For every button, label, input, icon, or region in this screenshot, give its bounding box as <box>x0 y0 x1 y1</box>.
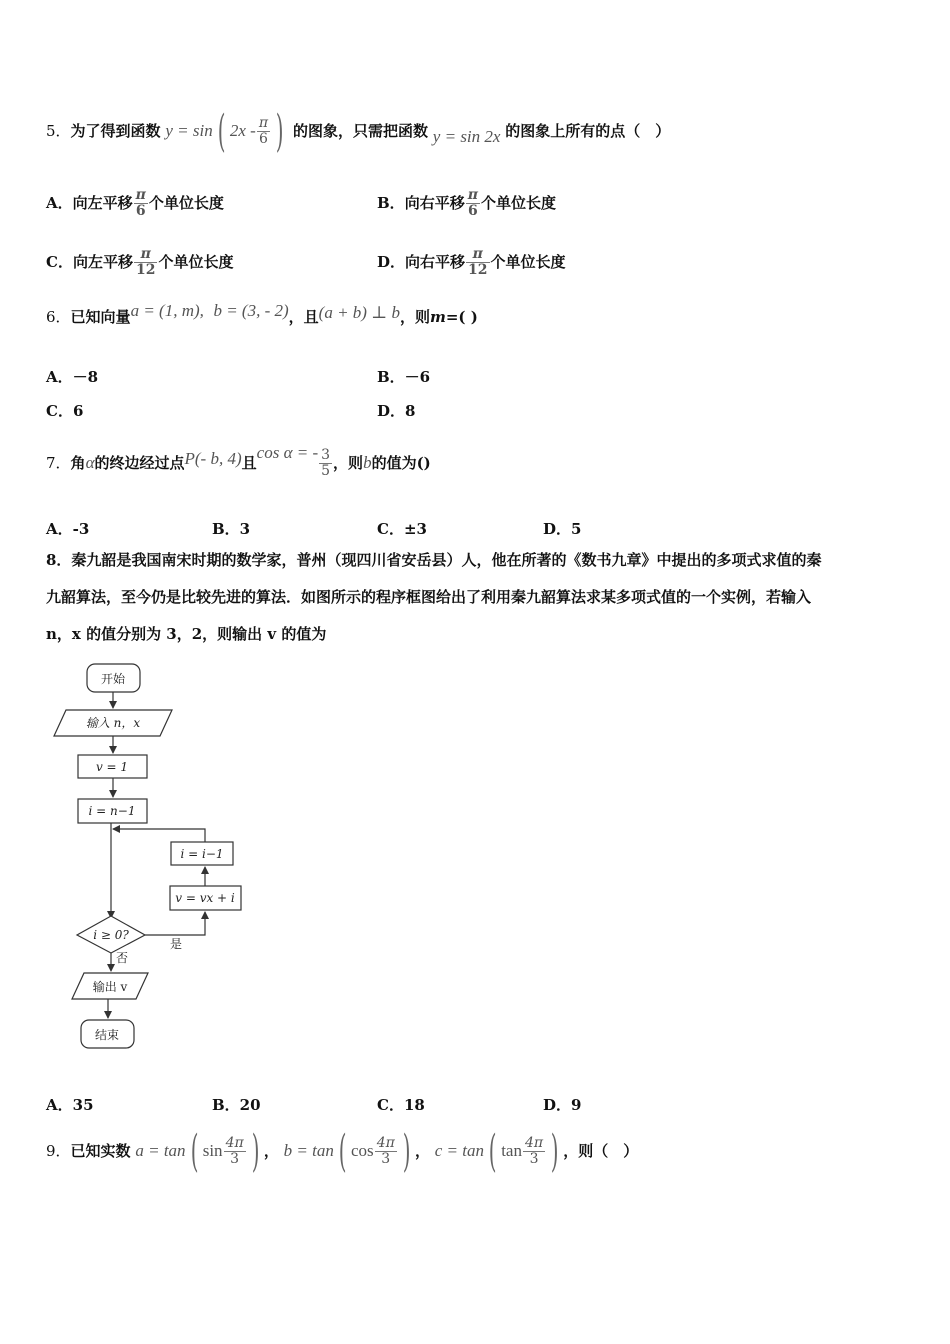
q5-b-frac: $\frac{\pi}{6}$ <box>467 187 478 220</box>
q9-c-rparen: ) <box>550 1126 559 1177</box>
flow-dec-i-label: i = i−1 <box>180 847 224 861</box>
q9-a-pre: a = tan <box>135 1140 186 1160</box>
q5-right-paren: ) <box>275 106 284 157</box>
q9-number: 9． <box>46 1141 71 1160</box>
q5-c-frac: $\frac{\pi}{12}$ <box>135 246 156 279</box>
q9-a-lparen: ( <box>190 1126 198 1177</box>
q6-number: 6． <box>46 308 71 326</box>
q6-vector-a: a = (1, m), <box>130 301 204 320</box>
q5-option-a[interactable]: A．向左平移 $\frac{\pi}{6}$ 个单位长度 <box>46 187 224 220</box>
q7-alpha: α <box>85 452 95 472</box>
q9-a-frac: $\frac{4\pi}{3}$ <box>225 1134 244 1168</box>
q9-c-lparen: ( <box>488 1126 497 1177</box>
q9-comma-1: ， <box>263 1141 279 1160</box>
q7-number: 7． <box>46 453 71 472</box>
q7-text-2: 的终边经过点 <box>94 453 185 472</box>
q7-text-5: 的值为() <box>371 453 431 472</box>
flow-update-v-label: v = vx + i <box>175 891 235 905</box>
q9-b-pre: b = tan <box>283 1140 334 1160</box>
flow-start-label: 开始 <box>100 672 126 686</box>
q5-func1-pre: y = sin <box>165 120 213 140</box>
flow-v1-label: v = 1 <box>95 760 129 774</box>
q9-c-frac: $\frac{4\pi}{3}$ <box>524 1134 544 1168</box>
q5-text-2: 的图象，只需把函数 <box>293 121 429 140</box>
q7-point: P(- b, 4) <box>184 448 242 468</box>
q9-c-pre: c = tan <box>434 1140 485 1160</box>
flow-decision-label: i ≥ 0? <box>93 928 129 942</box>
q9-b-fn: cos <box>351 1140 374 1160</box>
q5-text-3: 的图象上所有的点（ ） <box>505 121 671 140</box>
q5-text-1: 为了得到函数 <box>70 121 161 140</box>
flow-init-i-label: i = n−1 <box>88 804 136 818</box>
q5-option-d[interactable]: D．向右平移 $\frac{\pi}{12}$ 个单位长度 <box>377 246 566 279</box>
q5-number: 5． <box>46 121 71 140</box>
flow-input-label: 输入 n，x <box>85 716 141 730</box>
q7-cos: cos α = - <box>256 442 319 462</box>
q9-text-2: ，则（ ） <box>563 1141 639 1160</box>
q7-text-4: ，则 <box>333 453 364 472</box>
q7-b: b <box>363 452 372 472</box>
q5-d-frac: $\frac{\pi}{12}$ <box>468 246 488 279</box>
q5-option-c[interactable]: C．向左平移 $\frac{\pi}{12}$ 个单位长度 <box>46 246 234 279</box>
q7-option-c[interactable]: C．±3 <box>377 520 427 538</box>
q6-text-3: ，则 <box>399 308 430 326</box>
q9-c-fn: tan <box>501 1140 522 1160</box>
q5-a-frac: $\frac{\pi}{6}$ <box>135 187 146 220</box>
q8-option-d[interactable]: D．9 <box>543 1096 582 1114</box>
q5-func2: y = sin 2x <box>432 126 501 146</box>
q6-vector-b: b = (3, - 2) <box>213 301 289 320</box>
q8-option-a[interactable]: A．35 <box>46 1096 94 1114</box>
q7-option-b[interactable]: B．3 <box>212 520 251 538</box>
q8-option-b[interactable]: B．20 <box>212 1096 261 1114</box>
q6-condition: (a + b) ⊥ b <box>318 303 400 322</box>
q9-a-fn: sin <box>202 1140 223 1160</box>
q9-b-lparen: ( <box>338 1126 347 1177</box>
q8-line-2: 九韶算法，至今仍是比较先进的算法．如图所示的程序框图给出了利用秦九韶算法求某多项式值的一个实例，若输入 <box>46 588 812 606</box>
q7-text-3: 且 <box>241 453 257 472</box>
q9-a-rparen: ) <box>251 1126 260 1177</box>
flow-yes-label: 是 <box>169 937 183 951</box>
q7-option-d[interactable]: D．5 <box>543 520 582 538</box>
question-9-stem <box>46 1126 639 1177</box>
q5-pi-over-6: $\frac{\pi}{6}$ <box>258 114 269 148</box>
q9-comma-2: ， <box>414 1141 430 1160</box>
flow-end-label: 结束 <box>94 1028 120 1042</box>
q6-option-b[interactable]: B．－6 <box>377 368 431 386</box>
flow-output-label: 输出 v <box>92 980 128 994</box>
q8-line-1: 8．秦九韶是我国南宋时期的数学家，普州（现四川省安岳县）人，他在所著的《数书九章》中提出的多项式求值的秦 <box>46 551 822 569</box>
q7-option-a[interactable]: A．-3 <box>46 520 90 538</box>
q6-text-1: 已知向量 <box>70 308 131 326</box>
q6-text-2: ，且 <box>288 308 319 326</box>
q6-option-a[interactable]: A．－8 <box>46 368 99 386</box>
q5-func1-inner: 2x - <box>229 120 256 140</box>
q9-text-1: 已知实数 <box>70 1141 131 1160</box>
q7-three-fifths: $\frac{3}{5}$ <box>321 447 331 480</box>
q7-text-1: 角 <box>70 453 86 472</box>
flow-no-label: 否 <box>115 951 129 965</box>
q8-line-3: n，x 的值分别为 3，2，则输出 v 的值为 <box>46 625 327 643</box>
q6-m: m <box>429 308 446 326</box>
q6-text-4: =( ) <box>445 308 478 326</box>
q9-b-frac: $\frac{4\pi}{3}$ <box>376 1134 395 1168</box>
q5-option-b[interactable]: B．向右平移 $\frac{\pi}{6}$ 个单位长度 <box>377 187 556 220</box>
q6-option-c[interactable]: C．6 <box>46 402 84 420</box>
q6-option-d[interactable]: D．8 <box>377 402 416 420</box>
q8-option-c[interactable]: C．18 <box>377 1096 425 1114</box>
q5-left-paren: ( <box>217 106 226 157</box>
q9-b-rparen: ) <box>402 1126 411 1177</box>
